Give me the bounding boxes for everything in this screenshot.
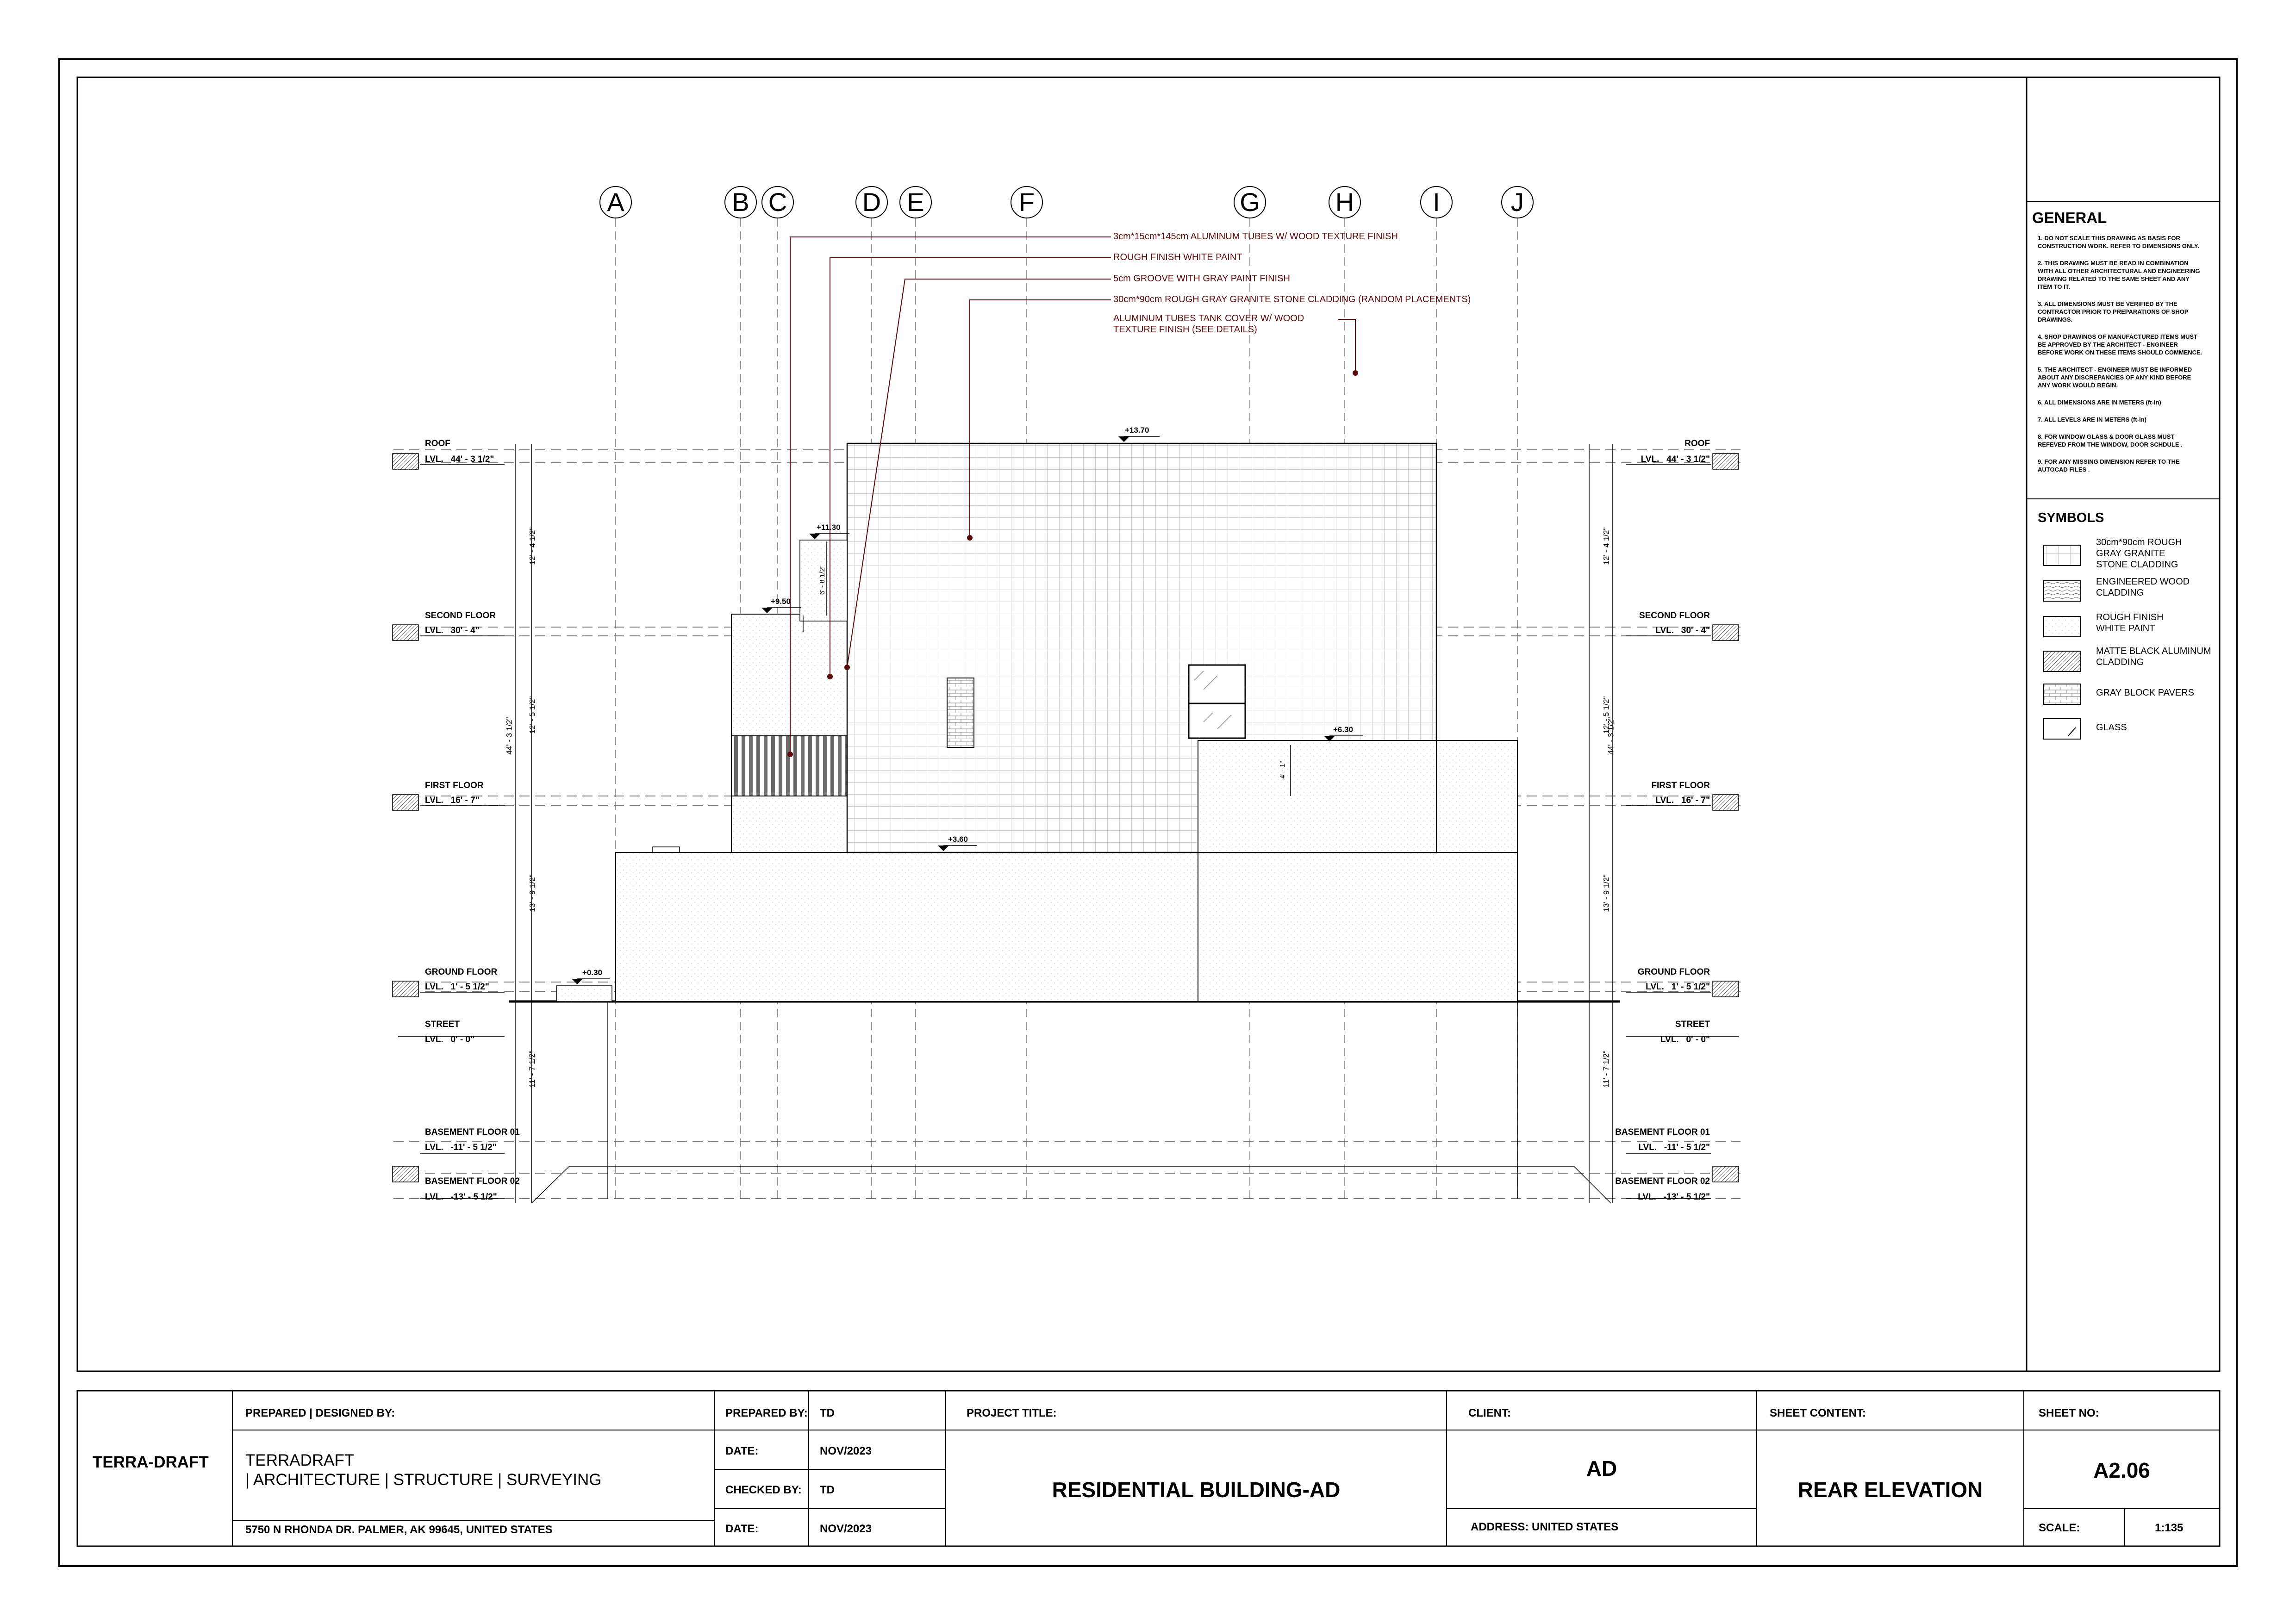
project-title: RESIDENTIAL BUILDING-AD (1052, 1478, 1341, 1502)
level-roof-value-right: LVL. 44' - 3 1/2" (1641, 454, 1710, 464)
dimension-small-step: 4' - 1" (1279, 761, 1287, 779)
level-street-value-right: LVL. 0' - 0" (1660, 1035, 1710, 1045)
symbol-label-glass: GLASS (2096, 722, 2127, 733)
dimension-stair-stub: 6' - 8 1/2" (818, 565, 827, 595)
spot-elevation-11-30: +11.30 (817, 523, 841, 532)
grid-label-e: E (907, 187, 924, 217)
dimension-first-ground-left: 13' - 9 1/2" (528, 874, 537, 912)
level-basement1-title-left: BASEMENT FLOOR 01 (425, 1127, 520, 1137)
grid-label-f: F (1018, 187, 1035, 217)
level-second-title-right: SECOND FLOOR (1639, 611, 1710, 621)
date-value-1: NOV/2023 (820, 1445, 872, 1457)
granite-cladding-swatch (2044, 545, 2081, 566)
grid-label-d: D (862, 187, 881, 217)
level-roof-title-left: ROOF (425, 439, 450, 448)
sheet-no-label: SHEET NO: (2039, 1407, 2099, 1419)
dimension-roof-second-right: 12' - 4 1/2" (1602, 527, 1611, 565)
sheet-number: A2.06 (2093, 1458, 2150, 1482)
general-note: 8. FOR WINDOW GLASS & DOOR GLASS MUST REFEVED FROM THE WINDOW, DOOR SCHDULE . (2038, 433, 2183, 448)
client-label: CLIENT: (1468, 1407, 1511, 1419)
general-note: 1. DO NOT SCALE THIS DRAWING AS BASIS FOR CONSTRUCTION WORK. REFER TO DIMENSIONS ONLY. (2038, 235, 2199, 249)
level-basement2-title-left: BASEMENT FLOOR 02 (425, 1176, 520, 1186)
dimension-second-first-left: 12' - 5 1/2" (528, 696, 537, 734)
symbol-label-white-paint: ROUGH FINISH WHITE PAINT (2096, 612, 2164, 634)
level-second-value-left: LVL. 30' - 4" (425, 626, 480, 635)
spot-elevation-9-50: +9.50 (771, 597, 791, 606)
dimension-second-first-right: 12' - 5 1/2" (1602, 696, 1611, 734)
grid-label-g: G (1240, 187, 1260, 217)
level-first-value-right: LVL. 16' - 7" (1655, 796, 1710, 805)
symbols-title: SYMBOLS (2038, 510, 2104, 525)
level-roof-title-right: ROOF (1685, 439, 1710, 448)
symbol-label-wood: ENGINEERED WOOD CLADDING (2096, 577, 2190, 598)
spot-elevation-13-70: +13.70 (1125, 426, 1149, 435)
general-notes-title: GENERAL (2032, 209, 2107, 226)
general-note: 7. ALL LEVELS ARE IN METERS (ft-in) (2038, 416, 2146, 423)
firm-services: | ARCHITECTURE | STRUCTURE | SURVEYING (245, 1471, 602, 1489)
general-note: 6. ALL DIMENSIONS ARE IN METERS (ft-in) (2038, 399, 2161, 406)
checked-by-label: CHECKED BY: (725, 1484, 802, 1496)
dimension-overall-left: 44' - 3 1/2" (505, 717, 514, 755)
dimension-first-ground-right: 13' - 9 1/2" (1602, 874, 1611, 912)
annotation-granite-cladding: 30cm*90cm ROUGH GRAY GRANITE STONE CLADDING (RANDOM PLACEMENTS) (1113, 294, 1471, 305)
sheet-content: REAR ELEVATION (1797, 1478, 1983, 1502)
symbol-label-aluminum: MATTE BLACK ALUMINUM CLADDING (2096, 646, 2211, 667)
firm-name: TERRADRAFT (245, 1451, 355, 1469)
wood-cladding-swatch (2044, 581, 2081, 601)
scale-label: SCALE: (2039, 1522, 2080, 1534)
level-basement1-value-right: LVL. -11' - 5 1/2" (1638, 1143, 1710, 1152)
general-note: 4. SHOP DRAWINGS OF MANUFACTURED ITEMS MUST BE APPROVED BY THE ARCHITECT - ENGINEER BEFORE WORK ON THESE ITEMS SHOULD COMMENCE. (2038, 333, 2202, 356)
spot-elevation-0-30: +0.30 (582, 968, 603, 977)
grid-label-i: I (1433, 187, 1440, 217)
address-label: ADDRESS: UNITED STATES (1471, 1521, 1619, 1533)
general-note: 9. FOR ANY MISSING DIMENSION REFER TO THE AUTOCAD FILES . (2038, 458, 2180, 473)
client-name: AD (1586, 1456, 1617, 1480)
level-roof-value-left: LVL. 44' - 3 1/2" (425, 454, 494, 464)
scale-value: 1:135 (2155, 1522, 2184, 1534)
grid-label-h: H (1335, 187, 1354, 217)
firm-logo-text: TERRA-DRAFT (93, 1453, 209, 1471)
level-basement2-title-right: BASEMENT FLOOR 02 (1615, 1176, 1710, 1186)
level-basement1-value-left: LVL. -11' - 5 1/2" (425, 1143, 497, 1152)
sheet-content-label: SHEET CONTENT: (1770, 1407, 1866, 1419)
annotation-aluminum-tubes: 3cm*15cm*145cm ALUMINUM TUBES W/ WOOD TEXTURE FINISH (1113, 231, 1398, 242)
level-second-value-right: LVL. 30' - 4" (1655, 626, 1710, 635)
dimension-roof-second-left: 12' - 4 1/2" (528, 527, 537, 565)
spot-elevation-6-30: +6.30 (1333, 725, 1354, 734)
firm-address: 5750 N RHONDA DR. PALMER, AK 99645, UNITED STATES (245, 1524, 553, 1536)
level-first-value-left: LVL. 16' - 7" (425, 796, 480, 805)
general-note: 5. THE ARCHITECT - ENGINEER MUST BE INFORMED ABOUT ANY DISCREPANCIES OF ANY KIND BEFORE ANY WORK WOULD BEGIN. (2038, 366, 2192, 389)
glass-swatch (2044, 719, 2081, 739)
date-label-2: DATE: (725, 1523, 759, 1535)
date-value-2: NOV/2023 (820, 1523, 872, 1535)
annotation-tank-cover-line1: ALUMINUM TUBES TANK COVER W/ WOOD (1113, 313, 1304, 323)
prepared-by-value: TD (820, 1407, 835, 1419)
checked-by-value: TD (820, 1484, 835, 1496)
symbol-label-granite: 30cm*90cm ROUGH GRAY GRANITE STONE CLADDING (2096, 537, 2182, 570)
grid-label-a: A (607, 187, 624, 217)
symbol-label-pavers: GRAY BLOCK PAVERS (2096, 688, 2194, 698)
annotation-tank-cover-line2: TEXTURE FINISH (SEE DETAILS) (1113, 324, 1257, 335)
level-ground-value-left: LVL. 1' - 5 1/2" (425, 982, 489, 992)
level-ground-title-right: GROUND FLOOR (1637, 967, 1710, 977)
grid-label-c: C (768, 187, 787, 217)
grid-label-j: J (1511, 187, 1524, 217)
spot-elevation-3-60: +3.60 (948, 835, 968, 844)
project-title-label: PROJECT TITLE: (967, 1407, 1057, 1419)
grid-label-b: B (732, 187, 749, 217)
date-label-1: DATE: (725, 1445, 759, 1457)
general-note: 3. ALL DIMENSIONS MUST BE VERIFIED BY THE CONTRACTOR PRIOR TO PREPARATIONS OF SHOP DRAWINGS. (2038, 300, 2189, 323)
prepared-by-label: PREPARED BY: (725, 1407, 808, 1419)
level-street-title-right: STREET (1675, 1020, 1710, 1029)
level-ground-title-left: GROUND FLOOR (425, 967, 498, 977)
block-pavers-swatch (2044, 684, 2081, 704)
dimension-ground-basement-right: 11' - 7 1/2" (1601, 1051, 1610, 1088)
general-notes-list (2038, 234, 2204, 483)
white-paint-swatch (2044, 616, 2081, 637)
level-second-title-left: SECOND FLOOR (425, 611, 496, 621)
dimension-overall-right: 44' - 3 1/2" (1606, 717, 1616, 755)
level-ground-value-right: LVL. 1' - 5 1/2" (1646, 982, 1710, 992)
prepared-designed-by-label: PREPARED | DESIGNED BY: (245, 1407, 395, 1419)
level-street-title-left: STREET (425, 1020, 460, 1029)
level-basement2-value-left: LVL. -13' - 5 1/2" (425, 1192, 497, 1202)
general-note: 2. THIS DRAWING MUST BE READ IN COMBINATION WITH ALL OTHER ARCHITECTURAL AND ENGINEERING DRAWING RELATED TO THE SAME SHEET AND ANY ITEM TO IT. (2038, 260, 2200, 290)
level-basement1-title-right: BASEMENT FLOOR 01 (1615, 1127, 1710, 1137)
level-first-title-right: FIRST FLOOR (1651, 781, 1710, 790)
level-first-title-left: FIRST FLOOR (425, 781, 484, 790)
level-street-value-left: LVL. 0' - 0" (425, 1035, 475, 1045)
dimension-ground-basement-left: 11' - 7 1/2" (527, 1051, 537, 1088)
aluminum-cladding-swatch (2044, 651, 2081, 672)
level-basement2-value-right: LVL. -13' - 5 1/2" (1638, 1192, 1710, 1202)
annotation-groove: 5cm GROOVE WITH GRAY PAINT FINISH (1113, 274, 1290, 284)
annotation-white-paint: ROUGH FINISH WHITE PAINT (1113, 252, 1242, 262)
